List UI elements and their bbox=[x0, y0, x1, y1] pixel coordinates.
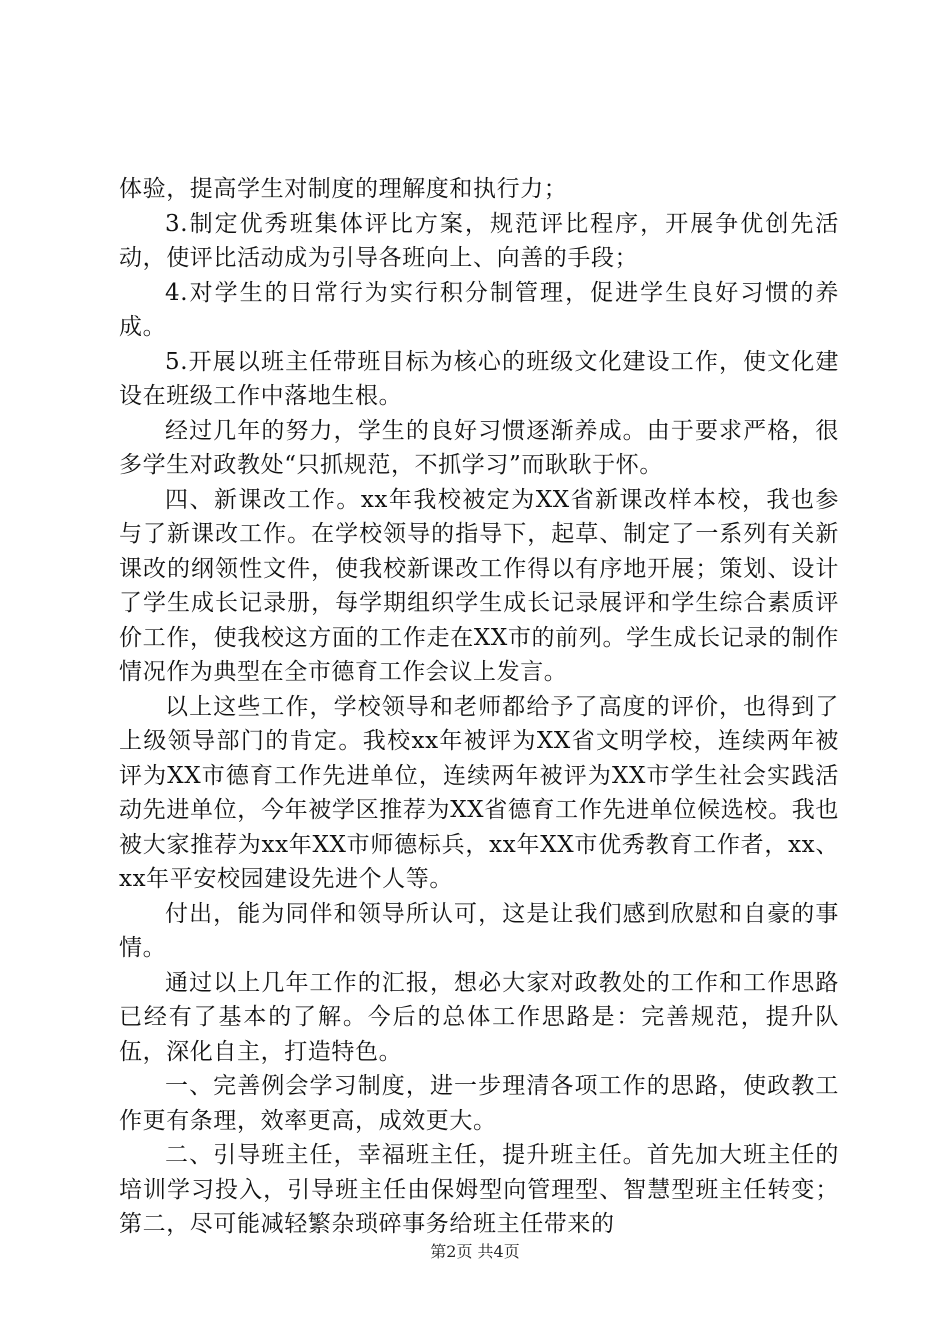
paragraph-1: 体验，提高学生对制度的理解度和执行力； bbox=[119, 176, 568, 202]
page-number-footer: 第2页 共4页 bbox=[430, 1242, 520, 1261]
paragraph-4: 5.开展以班主任带班目标为核心的班级文化建设工作，使文化建设在班级工作中落地生根。 bbox=[119, 348, 839, 409]
paragraph-7: 以上这些工作，学校领导和老师都给予了高度的评价，也得到了上级领导部门的肯定。我校xx年被评为XX省文明学校，连续两年被评为XX市德育工作先进单位，连续两年被评为XX市学生社会实践活动先进单位，今年被学区推荐为XX省德育工作先进单位候选校。我也被大家推荐为xx年XX市师德标兵，xx年XX市优秀教育工作者，xx、xx年平安校园建设先进个人等。 bbox=[119, 693, 839, 892]
paragraph-10: 一、完善例会学习制度，进一步理清各项工作的思路，使政教工作更有条理，效率更高，成效更大。 bbox=[119, 1073, 839, 1134]
paragraph-11: 二、引导班主任，幸福班主任，提升班主任。首先加大班主任的培训学习投入，引导班主任由保姆型向管理型、智慧型班主任转变；第二，尽可能减轻繁杂琐碎事务给班主任带来的 bbox=[119, 1142, 839, 1237]
paragraph-3: 4.对学生的日常行为实行积分制管理，促进学生良好习惯的养成。 bbox=[119, 279, 839, 340]
paragraph-9: 通过以上几年工作的汇报，想必大家对政教处的工作和工作思路已经有了基本的了解。今后的总体工作思路是：完善规范，提升队伍，深化自主，打造特色。 bbox=[119, 969, 839, 1065]
paragraph-8: 付出，能为同伴和领导所认可，这是让我们感到欣慰和自豪的事情。 bbox=[119, 900, 839, 961]
paragraph-6: 四、新课改工作。xx年我校被定为XX省新课改样本校，我也参与了新课改工作。在学校领导的指导下，起草、制定了一系列有关新课改的纲领性文件，使我校新课改工作得以有序地开展；策划、设计了学生成长记录册，每学期组织学生成长记录展评和学生综合素质评价工作，使我校这方面的工作走在XX市的前列。学生成长记录的制作情况作为典型在全市德育工作会议上发言。 bbox=[119, 486, 839, 685]
document-body bbox=[119, 172, 839, 1242]
paragraph-5: 经过几年的努力，学生的良好习惯逐渐养成。由于要求严格，很多学生对政教处“只抓规范，不抓学习”而耿耿于怀。 bbox=[119, 417, 839, 478]
paragraph-2: 3.制定优秀班集体评比方案，规范评比程序，开展争优创先活动，使评比活动成为引导各班向上、向善的手段； bbox=[119, 210, 839, 271]
